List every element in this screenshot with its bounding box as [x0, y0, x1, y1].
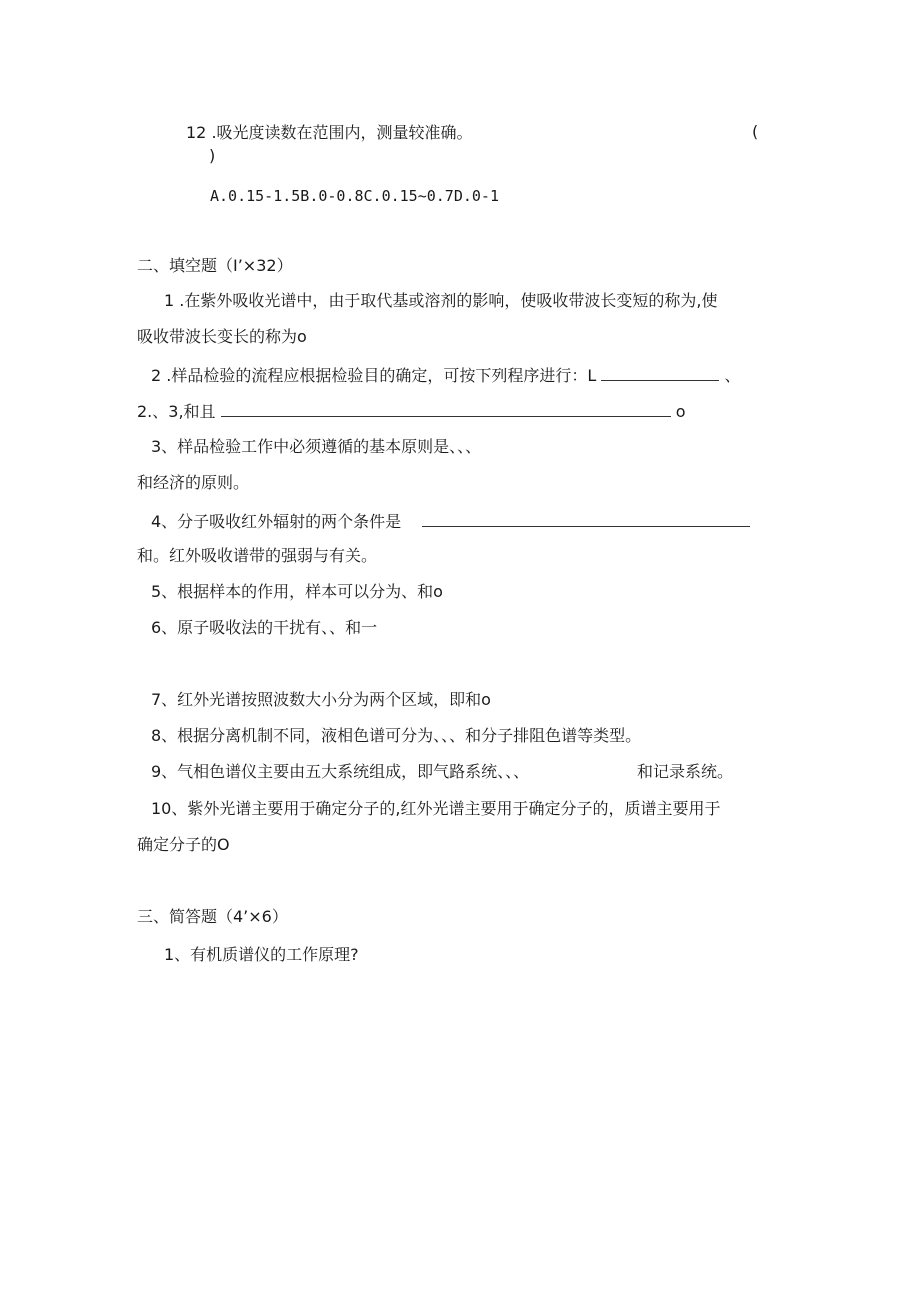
section3-title: 三、简答题（4’×6） [137, 907, 288, 926]
fill-item-6: 6、原子吸收法的干扰有、、和一 [151, 618, 378, 637]
fill-item-3-line1: 3、样品检验工作中必须遵循的基本原则是、、、 [151, 437, 482, 456]
fill-item-1-line1: 1 .在紫外吸收光谱中，由于取代基或溶剂的影响，使吸收带波长变短的称为,使 [164, 291, 718, 310]
fill-item-1-line2: 吸收带波长变长的称为o [137, 327, 307, 346]
fill-item-4-line2: 和。红外吸收谱带的强弱与有关。 [137, 546, 378, 565]
fill-item-4-text: 4、分子吸收红外辐射的两个条件是 [151, 512, 402, 531]
fill-item-5: 5、根据样本的作用，样本可以分为、和o [151, 582, 443, 601]
short-answer-q1: 1、有机质谱仪的工作原理? [164, 945, 359, 964]
fill-item-2-cont: 2.、3,和且 [137, 402, 216, 421]
q12-paren-open: ( [752, 122, 759, 141]
q12-options: A.0.15-1.5B.0-0.8C.0.15~0.7D.0-1 [210, 187, 499, 205]
q12-paren-close: ) [209, 146, 216, 165]
fill-item-9-text: 9、气相色谱仪主要由五大系统组成，即气路系统、、、 [151, 762, 530, 781]
answer-blank [601, 364, 719, 381]
fill-item-7: 7、红外光谱按照波数大小分为两个区域，即和o [151, 690, 491, 709]
fill-item-2-end: o [675, 402, 686, 421]
section2-title: 二、填空题（I’×32） [137, 256, 293, 275]
fill-item-2-line2 [137, 400, 686, 423]
fill-item-2-line1 [151, 364, 740, 387]
answer-blank [422, 510, 750, 527]
answer-blank [221, 400, 671, 417]
fill-item-8: 8、根据分离机制不同，液相色谱可分为、、、和分子排阻色谱等类型。 [151, 726, 642, 745]
fill-item-10-line1: 10、紫外光谱主要用于确定分子的,红外光谱主要用于确定分子的，质谱主要用于 [151, 799, 721, 818]
fill-item-10-line2: 确定分子的O [137, 835, 230, 854]
fill-item-2-text: 2 .样品检验的流程应根据检验目的确定，可按下列程序进行：L [151, 366, 597, 385]
fill-item-2-separator: 、 [724, 366, 741, 385]
fill-item-9-end: 和记录系统。 [637, 762, 734, 781]
fill-item-3-line2: 和经济的原则。 [137, 473, 250, 492]
fill-item-4-line1 [151, 510, 750, 533]
q12-question: 12 .吸光度读数在范围内，测量较准确。 [186, 123, 473, 142]
